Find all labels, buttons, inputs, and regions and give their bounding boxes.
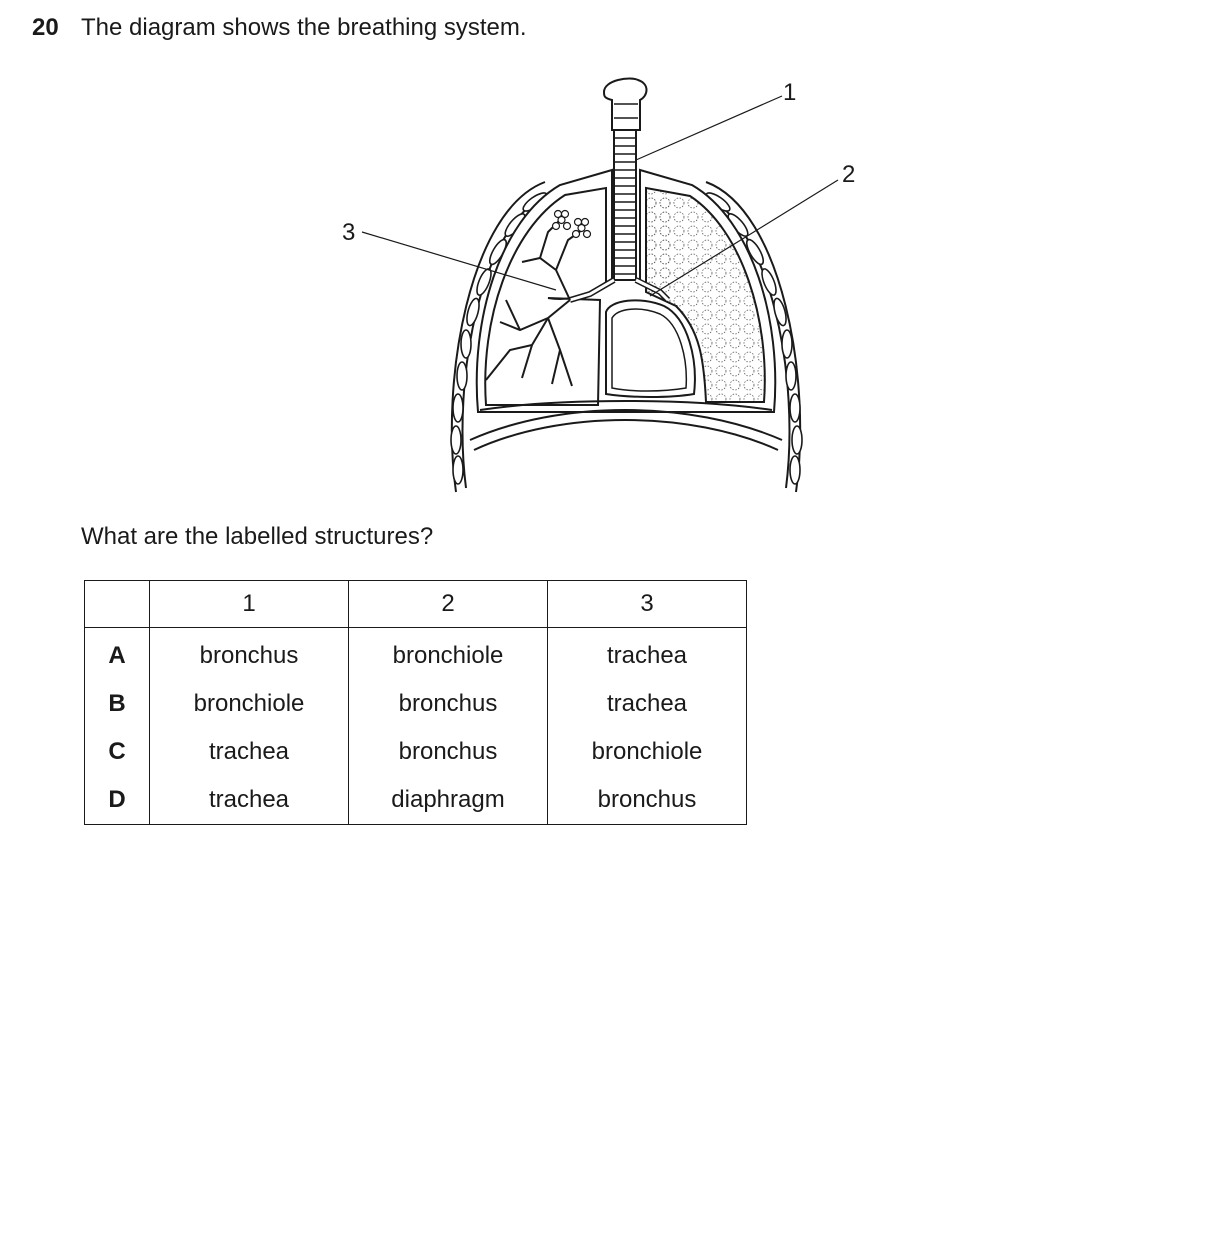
- question-stem: The diagram shows the breathing system.: [81, 14, 527, 41]
- table-cell: trachea: [548, 628, 747, 681]
- option-letter: D: [85, 776, 150, 825]
- table-cell: bronchiole: [548, 728, 747, 776]
- table-cell: bronchiole: [150, 680, 349, 728]
- header-cell-blank: [85, 581, 150, 628]
- table-header-row: [85, 581, 747, 628]
- option-row-b[interactable]: [85, 680, 747, 728]
- option-letter: A: [85, 628, 150, 681]
- label-1: 1: [783, 79, 797, 106]
- option-row-d[interactable]: [85, 776, 747, 825]
- header-cell-3: 3: [548, 581, 747, 628]
- table-cell: bronchus: [150, 628, 349, 681]
- table-cell: trachea: [150, 776, 349, 825]
- table-cell: bronchiole: [349, 628, 548, 681]
- option-letter: B: [85, 680, 150, 728]
- label-3: 3: [342, 219, 356, 246]
- table-cell: bronchus: [349, 680, 548, 728]
- header-cell-2: 2: [349, 581, 548, 628]
- answer-options-table: [84, 580, 747, 825]
- question-number: 20: [32, 14, 59, 41]
- header-cell-1: 1: [150, 581, 349, 628]
- table-cell: trachea: [150, 728, 349, 776]
- breathing-system-diagram: [330, 60, 870, 500]
- label-2: 2: [842, 161, 856, 188]
- question-prompt: What are the labelled structures?: [81, 523, 434, 550]
- table-cell: diaphragm: [349, 776, 548, 825]
- option-row-c[interactable]: [85, 728, 747, 776]
- table-cell: bronchus: [548, 776, 747, 825]
- option-letter: C: [85, 728, 150, 776]
- option-row-a[interactable]: [85, 628, 747, 681]
- table-cell: trachea: [548, 680, 747, 728]
- table-cell: bronchus: [349, 728, 548, 776]
